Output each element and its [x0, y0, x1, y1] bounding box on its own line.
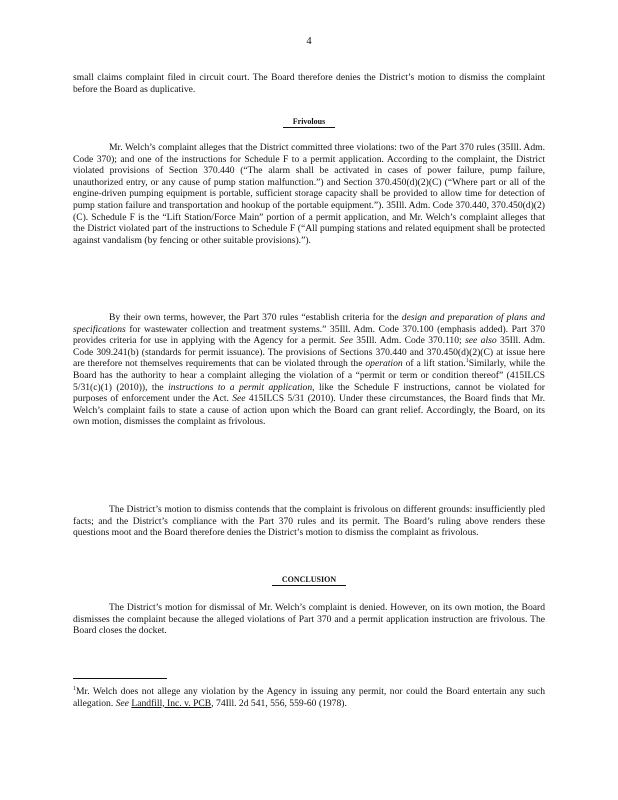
p2-text-d: 35Ill. Adm. Code 309.241(b) (standards for permit issuance). The provisions of Sections 370.440 and 370.450(d)(2)(C) at issue here are therefore not themselves requirements that can be violated through the [73, 335, 545, 370]
p2-text-f: Similarly, while the Board has the authority to hear a complaint alleging the violation of a “permit or term or condition thereof” (415ILCS 5/31(c)(1) (2010)), the [73, 358, 546, 393]
p2-text-c: 35Ill. Adm. Code 370.110; [352, 335, 466, 347]
p2-text-a: By their own terms, however, the Part 370 rules “establish criteria for the [109, 312, 402, 323]
p2-italic-design: design and preparation of plans and specifications [73, 312, 545, 335]
p2-see-signal-2: See [232, 393, 246, 405]
section-heading-frivolous [0, 117, 618, 126]
paragraph-violations: Mr. Welch’s complaint alleges that the District committed three violations: two of the Part 370 rules (35Ill. Adm. Code 370); and one of the instructions for Schedule F to a permit application. According to the complaint, the District violated provisions of Section 370.440 (“The alarm shall be activated in cases of power failure, pump failure, unauthorized entry, or any cause of pump station malfunction.”) and Section 370.450(d)(2)(C) (“Where part or all of the engine-driven pumping equipment is portable, sufficient storage capacity shall be provided to allow time for detection of pump station failure and transportation and hookup of the portable equipment.”). 35Ill. Adm. Code 370.440, 370.450(d)(2)(C). Schedule F is the “Lift Station/Force Main” portion of a permit application, and Mr. Welch’s complaint alleges that the District violated part of the instructions to Schedule F (“All pumping stations and related equipment shall be protected against vandalism (by fencing or other suitable provisions).”). [73, 142, 545, 246]
p2-text-g: , like the Schedule F instructions, cannot be violated for purposes of enforcement under the Act. [73, 381, 545, 405]
footnote [73, 686, 545, 709]
page-number: 4 [306, 36, 312, 47]
section-heading-conclusion [0, 575, 618, 584]
heading-conclusion-text: CONCLUSION [272, 575, 346, 586]
paragraph-conclusion: The District’s motion for dismissal of Mr. Welch’s complaint is denied. However, on its own motion, the Board dismisses the complaint because the alleged violations of Part 370 and a permit application instruction are frivolous. The Board closes the docket. [73, 602, 545, 637]
p2-see-signal: See [339, 335, 353, 347]
footnote-mark: 1 [73, 685, 76, 692]
footnote-case-name: Landfill, Inc. v. PCB [131, 697, 212, 709]
paragraph-motion-frivolous: The District’s motion to dismiss contends that the complaint is frivolous on different grounds: insufficiently pled facts; and the District’s compliance with the Part 370 rules and its permit. The Board’s ruling above renders these questions moot and the Board therefore denies the District’s motion to dismiss the complaint as frivolous. [73, 504, 545, 539]
p2-text-b: for wastewater collection and treatment systems.” 35Ill. Adm. Code 370.100 (emphasis added). Part 370 provides criteria for use in applying with the Agency for a permit. [73, 323, 545, 347]
p2-italic-operation: operation [365, 358, 403, 370]
p2-see-also-signal: see also [465, 335, 497, 347]
footnote-separator [73, 678, 167, 679]
footnote-see-signal: See [115, 697, 129, 709]
footnote-text-a: Mr. Welch does not allege any violation by the Agency in issuing any permit, nor could the Board entertain any such allegation. [73, 686, 545, 709]
paragraph-continuation: small claims complaint filed in circuit court. The Board therefore denies the District’s motion to dismiss the complaint before the Board as duplicative. [73, 72, 545, 95]
footnote-reference[interactable]: 1 [465, 358, 469, 365]
p2-text-h: 415ILCS 5/31 (2010). Under these circumstances, the Board finds that Mr. Welch’s complaint fails to state a cause of action upon which the Board can grant relief. Accordingly, the Board, on its own motion, dismisses the complaint as frivolous. [73, 393, 545, 428]
footnote-text-b: , 74Ill. 2d 541, 556, 559-60 (1978). [211, 697, 347, 709]
heading-frivolous-text: Frivolous [283, 117, 335, 128]
p2-text-e: of a lift station. [402, 358, 466, 370]
p2-italic-instructions: instructions to a permit application [168, 381, 313, 393]
paragraph-part-370-analysis [73, 312, 545, 428]
